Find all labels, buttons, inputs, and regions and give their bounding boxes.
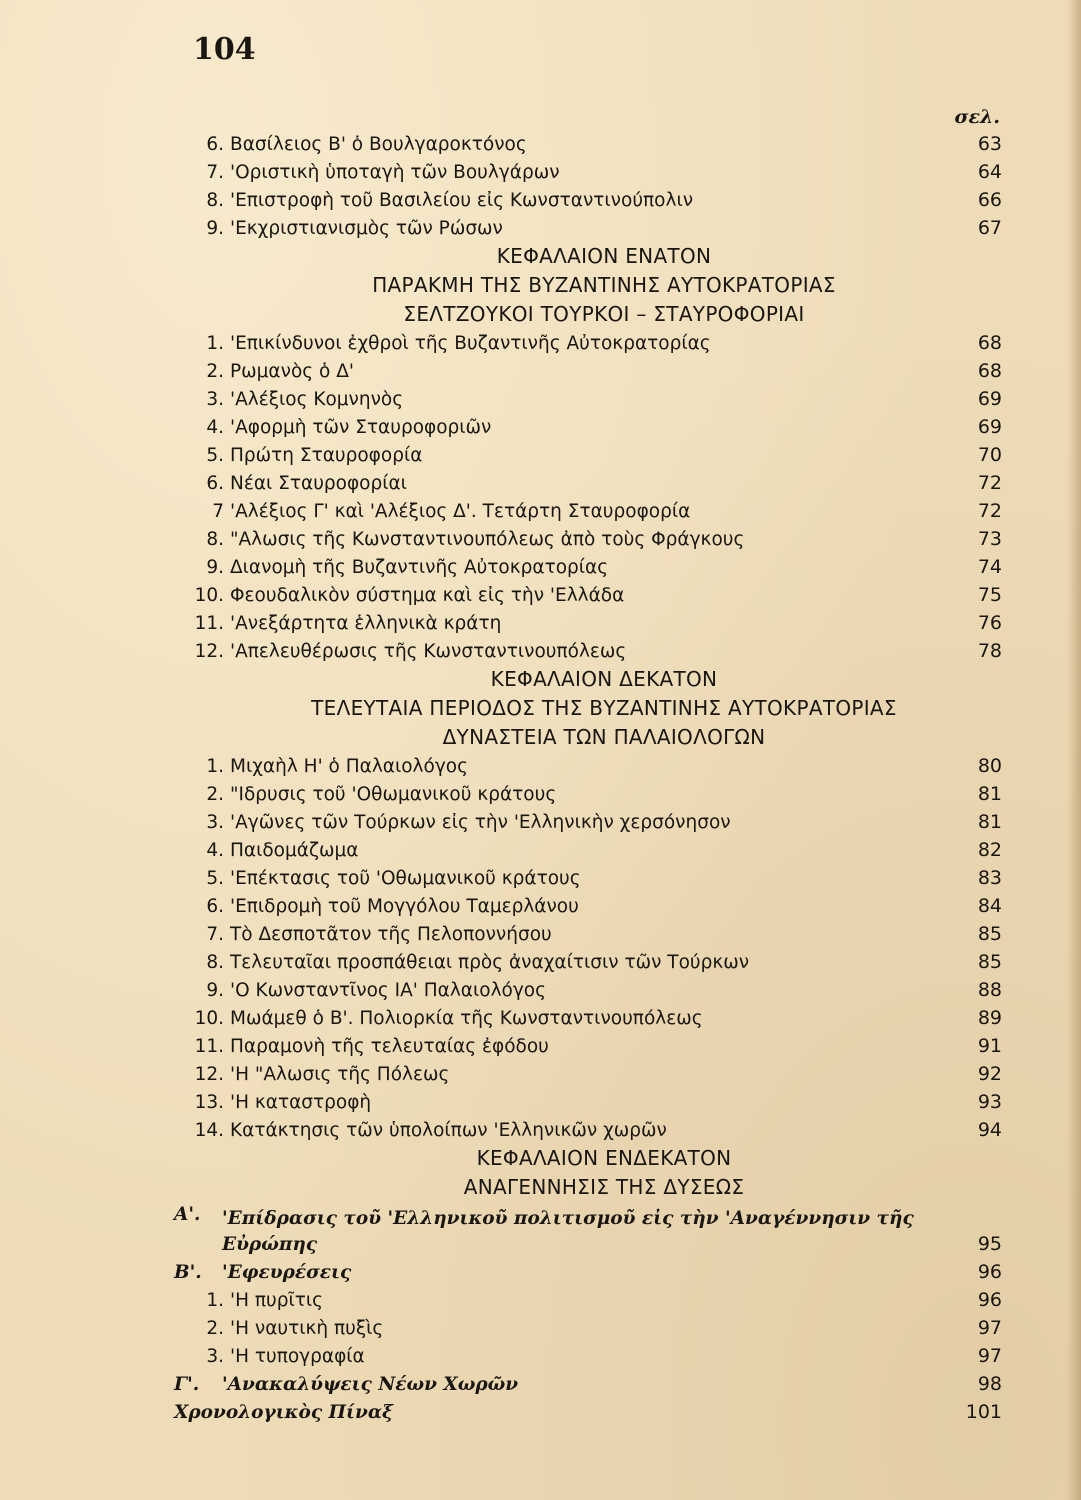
entry-title: 'Ανακαλύψεις Νέων Χωρῶν — [222, 1374, 519, 1395]
entry-title: Ρωμανὸς ὁ Δ' — [230, 361, 354, 382]
entry-number: 6. — [206, 896, 224, 917]
entry-page: 85 — [977, 923, 1002, 945]
toc-entry[interactable] — [170, 1342, 1002, 1370]
toc-entry[interactable] — [170, 158, 1002, 186]
toc-entry[interactable] — [170, 469, 1002, 497]
entry-number: 12. — [194, 1064, 224, 1085]
chapter-title: ΚΕΦΑΛΑΙΟΝ ΕΝΑΤΟΝ — [496, 244, 712, 268]
entry-number: 14. — [194, 1120, 224, 1141]
entry-number: 7. — [206, 924, 224, 945]
entry-title: Παραμονὴ τῆς τελευταίας ἐφόδου — [230, 1036, 549, 1057]
chapter-subtitle: ΠΑΡΑΚΜΗ ΤΗΣ ΒΥΖΑΝΤΙΝΗΣ ΑΥΤΟΚΡΑΤΟΡΙΑΣ — [372, 273, 836, 297]
entry-number: 9. — [206, 557, 224, 578]
entry-title: 'Η ναυτικὴ πυξὶς — [230, 1318, 384, 1339]
page-edge — [1067, 0, 1081, 1500]
entry-number: 2. — [206, 784, 224, 805]
entry-page: 68 — [977, 360, 1002, 382]
entry-number: 4. — [206, 417, 224, 438]
entry-page: 88 — [977, 979, 1002, 1001]
entry-title — [222, 1206, 942, 1258]
page-column-label: σελ. — [954, 106, 1000, 128]
toc-sections — [170, 130, 1002, 1202]
entry-title: 'Η καταστροφὴ — [230, 1092, 372, 1113]
entry-number: Γ'. — [174, 1374, 200, 1395]
entry-page: 82 — [977, 839, 1002, 861]
entry-number: 3. — [206, 812, 224, 833]
toc-entry[interactable] — [170, 525, 1002, 553]
entry-page: 64 — [977, 161, 1002, 183]
entry-page: 75 — [977, 584, 1002, 606]
entry-title-line-1: 'Επίδρασις τοῦ 'Ελληνικοῦ πολιτισμοῦ εἰς τὴν 'Αναγέννησιν τῆς — [222, 1208, 914, 1229]
entry-title: 'Επιδρομὴ τοῦ Μογγόλου Ταμερλάνου — [230, 896, 579, 917]
entry-number: 2. — [206, 1318, 224, 1339]
entry-page: 81 — [977, 811, 1002, 833]
toc-entry[interactable] — [170, 385, 1002, 413]
toc-entry[interactable] — [170, 637, 1002, 665]
page-number: 104 — [193, 32, 256, 67]
entry-page: 83 — [977, 867, 1002, 889]
entry-title: Πρώτη Σταυροφορία — [230, 445, 423, 466]
entry-title: 'Οριστικὴ ὑποταγὴ τῶν Βουλγάρων — [230, 162, 560, 183]
entry-title: Τὸ Δεσποτᾶτον τῆς Πελοποννήσου — [230, 924, 552, 945]
entry-number: 11. — [194, 613, 224, 634]
chapter-subtitle: ΤΕΛΕΥΤΑΙΑ ΠΕΡΙΟΔΟΣ ΤΗΣ ΒΥΖΑΝΤΙΝΗΣ ΑΥΤΟΚΡΑΤΟΡΙΑΣ — [311, 696, 897, 720]
entry-number: 7 — [212, 501, 224, 522]
entry-page: 63 — [977, 133, 1002, 155]
entry-number: 1. — [206, 756, 224, 777]
toc-entry[interactable] — [170, 1004, 1002, 1032]
entry-title: Τελευταῖαι προσπάθειαι πρὸς ἀναχαίτισιν τῶν Τούρκων — [230, 952, 750, 973]
toc-entry-a[interactable] — [170, 1202, 1002, 1258]
entry-title: 'Αλέξιος Γ' καὶ 'Αλέξιος Δ'. Τετάρτη Σταυροφορία — [230, 501, 691, 522]
toc-entry[interactable] — [170, 808, 1002, 836]
entry-page: 94 — [977, 1119, 1002, 1141]
toc-entry-g[interactable] — [170, 1370, 1002, 1398]
entry-number: 11. — [194, 1036, 224, 1057]
entry-title: Παιδομάζωμα — [230, 840, 359, 861]
entry-number: 2. — [206, 361, 224, 382]
entry-page: 78 — [977, 640, 1002, 662]
entry-title: 'Η "Αλωσις τῆς Πόλεως — [230, 1064, 450, 1085]
entry-number: 9. — [206, 218, 224, 239]
entry-title: 'Εφευρέσεις — [222, 1262, 352, 1283]
entry-page: 85 — [977, 951, 1002, 973]
chapter-title: ΚΕΦΑΛΑΙΟΝ ΔΕΚΑΤΟΝ — [490, 667, 718, 691]
entry-page: 81 — [977, 783, 1002, 805]
entry-page: 98 — [977, 1373, 1002, 1395]
entry-number: 6. — [206, 134, 224, 155]
entry-number: Β'. — [174, 1262, 202, 1283]
entry-page: 91 — [977, 1035, 1002, 1057]
toc-entry[interactable] — [170, 357, 1002, 385]
entry-title: Διανομὴ τῆς Βυζαντινῆς Αὐτοκρατορίας — [230, 557, 609, 578]
toc-entry[interactable] — [170, 1116, 1002, 1144]
entry-page: 72 — [977, 500, 1002, 522]
toc-entry[interactable] — [170, 553, 1002, 581]
entry-title: 'Επέκτασις τοῦ 'Οθωμανικοῦ κράτους — [230, 868, 581, 889]
entry-page: 70 — [977, 444, 1002, 466]
entry-title: "Αλωσις τῆς Κωνσταντινουπόλεως ἀπὸ τοὺς Φράγκους — [230, 529, 745, 550]
entry-title: 'Ο Κωνσταντῖνος ΙΑ' Παλαιολόγος — [230, 980, 546, 1001]
chapter-title: ΚΕΦΑΛΑΙΟΝ ΕΝΔΕΚΑΤΟΝ — [476, 1146, 732, 1170]
entry-title: 'Επικίνδυνοι ἐχθροὶ τῆς Βυζαντινῆς Αὐτοκρατορίας — [230, 333, 711, 354]
entry-number: 10. — [194, 585, 224, 606]
entry-number: 8. — [206, 190, 224, 211]
entry-number: 9. — [206, 980, 224, 1001]
toc-entry[interactable] — [170, 609, 1002, 637]
entry-title: 'Η πυρῖτις — [230, 1290, 323, 1311]
entry-number: 3. — [206, 389, 224, 410]
toc-entry[interactable] — [170, 920, 1002, 948]
entry-page: 72 — [977, 472, 1002, 494]
entry-page: 101 — [965, 1401, 1002, 1423]
entry-title: Μωάμεθ ὁ Β'. Πολιορκία τῆς Κωνσταντινουπόλεως — [230, 1008, 703, 1029]
toc-entry[interactable] — [170, 892, 1002, 920]
toc-entry[interactable] — [170, 780, 1002, 808]
entry-number: 13. — [194, 1092, 224, 1113]
toc-entry[interactable] — [170, 1286, 1002, 1314]
chapter-subtitle: ΣΕΛΤΖΟΥΚΟΙ ΤΟΥΡΚΟΙ – ΣΤΑΥΡΟΦΟΡΙΑΙ — [403, 302, 805, 326]
entry-title: 'Αφορμὴ τῶν Σταυροφοριῶν — [230, 417, 492, 438]
entry-page: 80 — [977, 755, 1002, 777]
entry-number: 6. — [206, 473, 224, 494]
entry-page: 95 — [977, 1233, 1002, 1255]
toc-entry[interactable] — [170, 413, 1002, 441]
entry-page: 74 — [977, 556, 1002, 578]
entry-title: 'Απελευθέρωσις τῆς Κωνσταντινουπόλεως — [230, 641, 627, 662]
entry-page: 97 — [977, 1345, 1002, 1367]
toc-entry-chronological-table[interactable] — [170, 1398, 1002, 1426]
toc-entry[interactable] — [170, 836, 1002, 864]
entry-page: 68 — [977, 332, 1002, 354]
toc-entry[interactable] — [170, 948, 1002, 976]
entry-page: 69 — [977, 416, 1002, 438]
entry-page: 84 — [977, 895, 1002, 917]
toc-entry[interactable] — [170, 214, 1002, 242]
toc-entry[interactable] — [170, 752, 1002, 780]
chapter-subtitle: ΔΥΝΑΣΤΕΙΑ ΤΩΝ ΠΑΛΑΙΟΛΟΓΩΝ — [442, 725, 766, 749]
toc-entry[interactable] — [170, 186, 1002, 214]
toc-entry[interactable] — [170, 130, 1002, 158]
toc-entry[interactable] — [170, 441, 1002, 469]
entry-title: "Ιδρυσις τοῦ 'Οθωμανικοῦ κράτους — [230, 784, 557, 805]
entry-page: 89 — [977, 1007, 1002, 1029]
entry-title: 'Η τυπογραφία — [230, 1346, 365, 1367]
entry-page: 97 — [977, 1317, 1002, 1339]
entry-number: 8. — [206, 952, 224, 973]
entry-title: Μιχαὴλ Η' ὁ Παλαιολόγος — [230, 756, 468, 777]
entry-number: 7. — [206, 162, 224, 183]
entry-number: 1. — [206, 1290, 224, 1311]
chapter-subtitle: ΑΝΑΓΕΝΝΗΣΙΣ ΤΗΣ ΔΥΣΕΩΣ — [463, 1175, 745, 1199]
entry-title-line-2: Εὐρώπης — [222, 1234, 318, 1255]
entry-page: 96 — [977, 1289, 1002, 1311]
toc-entry[interactable] — [170, 581, 1002, 609]
entry-title: 'Εκχριστιανισμὸς τῶν Ρώσων — [230, 218, 503, 239]
entry-number: 5. — [206, 445, 224, 466]
entry-title: 'Επιστροφὴ τοῦ Βασιλείου εἰς Κωνσταντινούπολιν — [230, 190, 694, 211]
toc-entry[interactable] — [170, 1088, 1002, 1116]
entry-page: 73 — [977, 528, 1002, 550]
appendix-block — [170, 1202, 1002, 1426]
entry-title: Φεουδαλικὸν σύστημα καὶ εἰς τὴν 'Ελλάδα — [230, 585, 625, 606]
entry-page: 66 — [977, 189, 1002, 211]
toc-entry[interactable] — [170, 1314, 1002, 1342]
toc-entry[interactable] — [170, 329, 1002, 357]
entry-number: 8. — [206, 529, 224, 550]
entry-page: 76 — [977, 612, 1002, 634]
entry-number: Α'. — [174, 1204, 201, 1225]
toc-entry[interactable] — [170, 864, 1002, 892]
toc-entry[interactable] — [170, 1032, 1002, 1060]
toc-entry[interactable] — [170, 1060, 1002, 1088]
entry-title: Βασίλειος Β' ὁ Βουλγαροκτόνος — [230, 134, 527, 155]
entry-title: 'Ανεξάρτητα ἑλληνικὰ κράτη — [230, 613, 502, 634]
entry-title: Κατάκτησις τῶν ὑπολοίπων 'Ελληνικῶν χωρῶν — [230, 1120, 667, 1141]
toc-entry-b[interactable] — [170, 1258, 1002, 1286]
entry-number: 5. — [206, 868, 224, 889]
entry-number: 1. — [206, 333, 224, 354]
entry-title: Χρονολογικὸς Πίναξ — [174, 1402, 394, 1423]
toc-entry[interactable] — [170, 976, 1002, 1004]
entry-title: Νέαι Σταυροφορίαι — [230, 473, 407, 494]
entry-page: 93 — [977, 1091, 1002, 1113]
entry-page: 69 — [977, 388, 1002, 410]
entry-number: 3. — [206, 1346, 224, 1367]
entry-title: 'Αλέξιος Κομνηνὸς — [230, 389, 404, 410]
entry-page: 67 — [977, 217, 1002, 239]
table-of-contents — [170, 104, 1002, 1426]
entry-page: 92 — [977, 1063, 1002, 1085]
entry-title: 'Αγῶνες τῶν Τούρκων εἰς τὴν 'Ελληνικὴν χερσόνησον — [230, 812, 731, 833]
entry-number: 10. — [194, 1008, 224, 1029]
entry-page: 96 — [977, 1261, 1002, 1283]
entry-number: 4. — [206, 840, 224, 861]
toc-entry[interactable] — [170, 497, 1002, 525]
entry-number: 12. — [194, 641, 224, 662]
